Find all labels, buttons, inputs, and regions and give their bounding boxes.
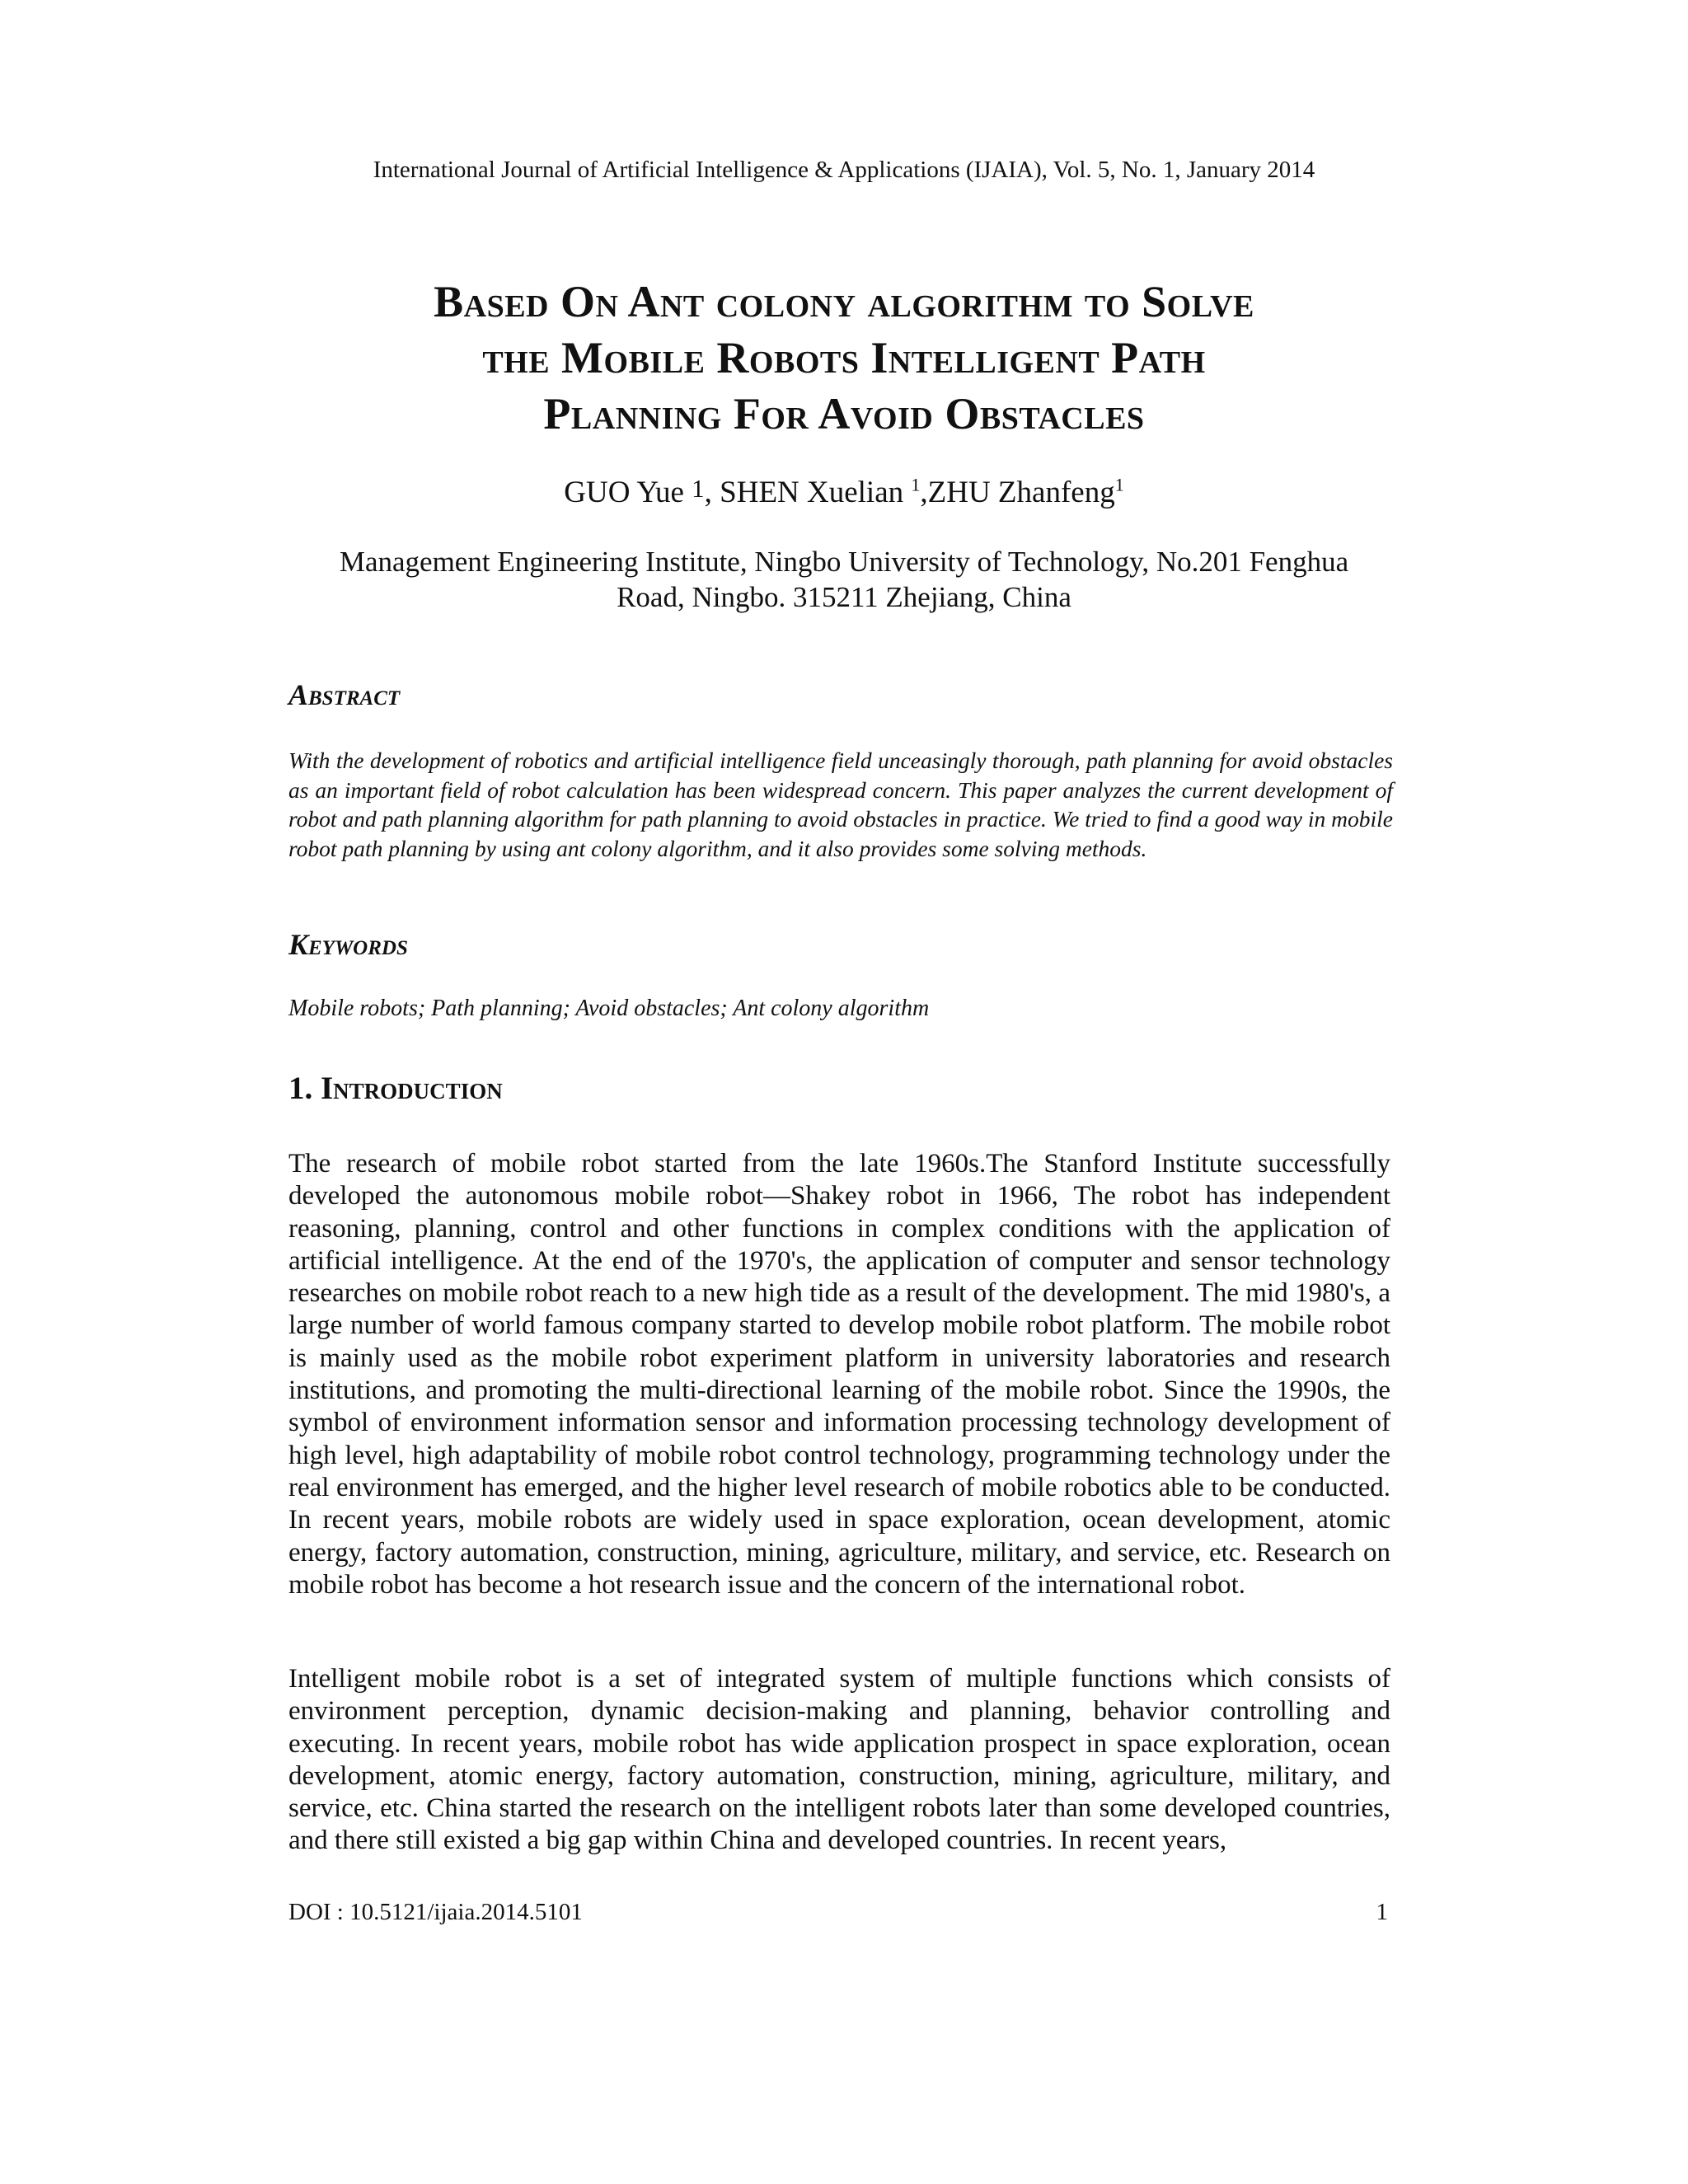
title-line-1: Based On Ant colony algorithm to Solve: [434, 277, 1254, 326]
author-1-affiliation-mark: 1: [692, 474, 705, 503]
author-2: , SHEN Xuelian: [704, 476, 912, 509]
affiliation-line-1: Management Engineering Institute, Ningbo University of Technology, No.201 Fenghua: [339, 546, 1349, 578]
page-number: 1: [1376, 1899, 1388, 1925]
author-3-affiliation-mark: 1: [1114, 474, 1124, 495]
title-line-2: the Mobile Robots Intelligent Path: [482, 333, 1206, 382]
introduction-paragraph-2: Intelligent mobile robot is a set of integrated system of multiple functions which consists of environment perception, dynamic decision-making and planning, behavior controlling and executing. In recent years, mobile robot has wide application prospect in space exploration, ocean development, atomic energy, factory automation, construction, mining, agriculture, military, and service, etc. China started the research on the intelligent robots later than some developed countries, and there still existed a big gap within China and developed countries. In recent years,: [288, 1664, 1390, 1856]
introduction-heading: 1. Introduction: [288, 1071, 503, 1106]
affiliation-line-2: Road, Ningbo. 315211 Zhejiang, China: [617, 581, 1071, 613]
keywords-heading: Keywords: [288, 928, 408, 961]
title-line-3: Planning For Avoid Obstacles: [543, 389, 1145, 438]
journal-header: International Journal of Artificial Intelligence & Applications (IJAIA), Vol. 5, No. 1, January 2014: [373, 157, 1315, 183]
author-2-affiliation-mark: 1: [911, 474, 921, 495]
affiliation: [165, 544, 1523, 615]
keywords-text: Mobile robots; Path planning; Avoid obstacles; Ant colony algorithm: [288, 996, 930, 1021]
author-3: ,ZHU Zhanfeng: [920, 476, 1115, 509]
abstract-heading: Abstract: [288, 678, 401, 711]
abstract-text: With the development of robotics and artificial intelligence field unceasingly thorough, path planning for avoid obstacles as an important field of robot calculation has been widespread concern. This paper analyzes the current development of robot and path planning algorithm for path planning to avoid obstacles in practice. We tried to find a good way in mobile robot path planning by using ant colony algorithm, and it also provides some solving methods.: [288, 748, 1393, 861]
introduction-paragraph-1: The research of mobile robot started from the late 1960s.The Stanford Institute successfully developed the autonomous mobile robot—Shakey robot in 1966, The robot has independent reasoning, planning, control and other functions in complex conditions with the application of artificial intelligence. At the end of the 1970's, the application of computer and sensor technology researches on mobile robot reach to a new high tide as a result of the development. The mid 1980's, a large number of world famous company started to develop mobile robot platform. The mobile robot is mainly used as the mobile robot experiment platform in university laboratories and research institutions, and promoting the multi-directional learning of the mobile robot. Since the 1990s, the symbol of environment information sensor and information processing technology development of high level, high adaptability of mobile robot control technology, programming technology under the real environment has emerged, and the higher level research of mobile robotics able to be conducted. In recent years, mobile robots are widely used in space exploration, ocean development, atomic energy, factory automation, construction, mining, agriculture, military, and service, etc. Research on mobile robot has become a hot research issue and the concern of the international robot.: [288, 1149, 1390, 1600]
author-list: [0, 474, 1688, 510]
author-1: GUO Yue: [564, 476, 692, 509]
doi-footer: DOI : 10.5121/ijaia.2014.5101: [288, 1899, 583, 1925]
paper-title: [0, 274, 1688, 442]
